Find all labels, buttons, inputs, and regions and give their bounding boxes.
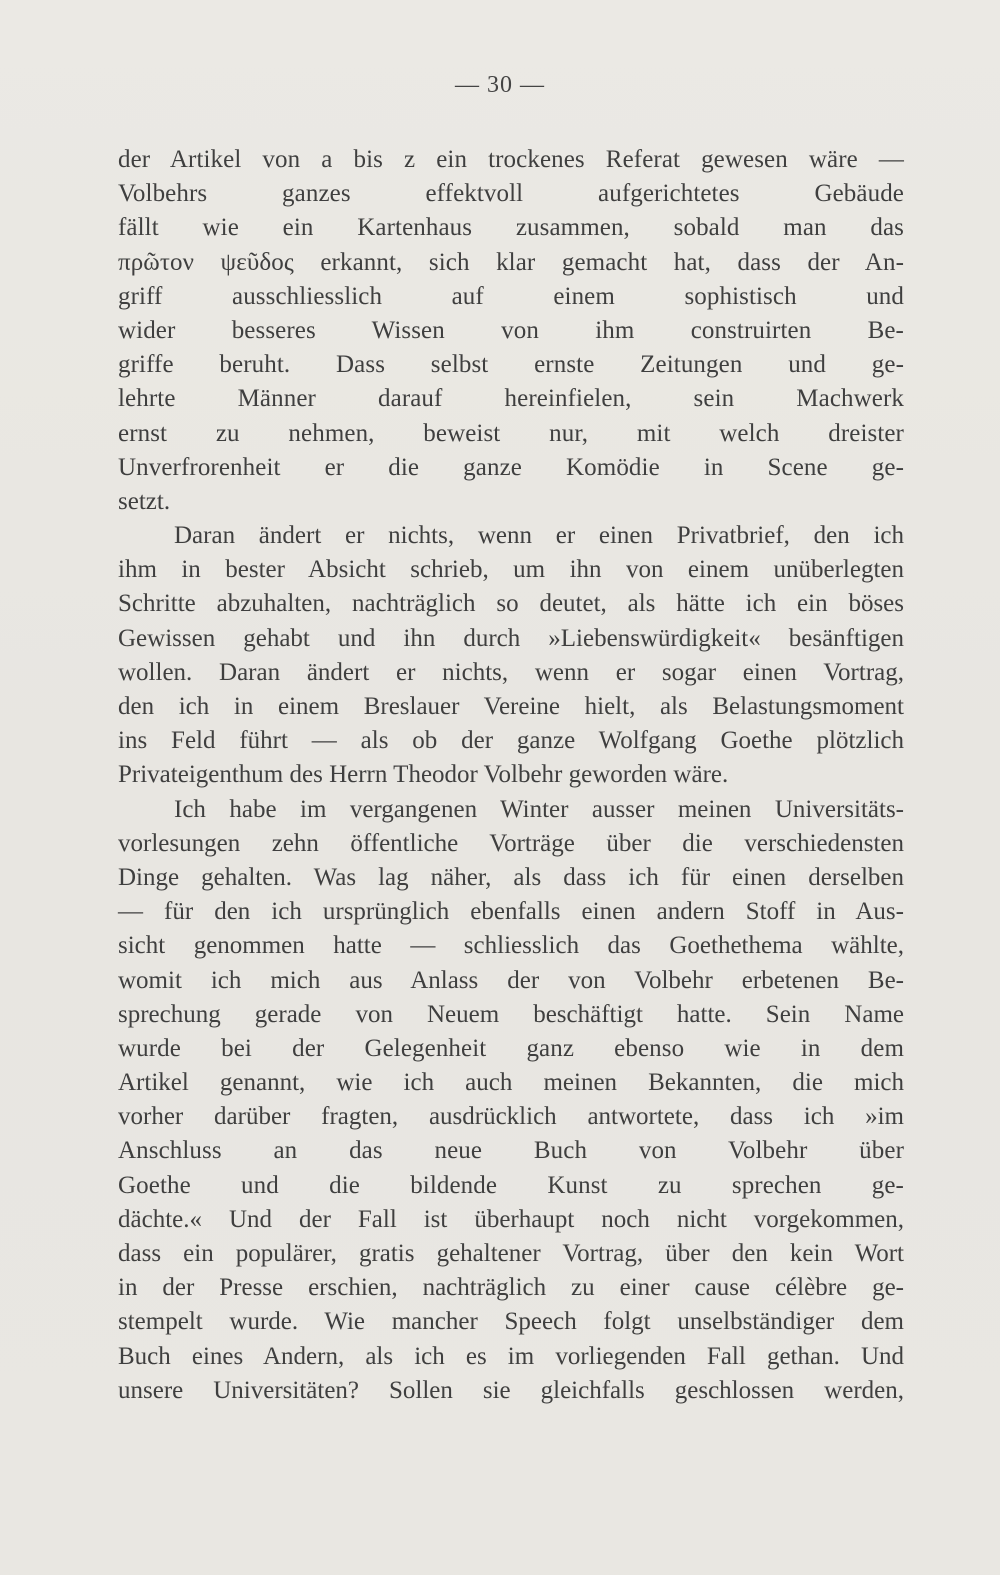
text-line-9: ernst zu nehmen, beweist nur, mit welch dreister [118,419,904,447]
text-line-25: womit ich mich aus Anlass der von Volbehr erbetenen Be- [118,966,904,994]
text-line-26: sprechung gerade von Neuem beschäftigt hatte. Sein Name [118,1000,904,1028]
text-line-17: den ich in einem Breslauer Vereine hielt, als Belastungsmoment [118,693,904,720]
text-line-30: Anschluss an das neue Buch von Volbehr über [118,1137,904,1165]
text-line-24: sicht genommen hatte — schliesslich das Goethethema wählte, [118,932,904,960]
text-line-8: lehrte Männer darauf hereinfielen, sein Machwerk [118,385,904,413]
text-line-37: unsere Universitäten? Sollen sie gleichfalls geschlossen werden, [118,1376,904,1404]
text-line-19: Privateigenthum des Herrn Theodor Volbehr geworden wäre. [118,761,729,789]
text-line-3: fällt wie ein Kartenhaus zusammen, sobald man das [118,214,904,242]
text-line-35: stempelt wurde. Wie mancher Speech folgt unselbständiger dem [118,1308,904,1336]
text-line-29: vorher darüber fragten, ausdrücklich antwortete, dass ich »im [118,1103,904,1131]
text-line-7: griffe beruht. Dass selbst ernste Zeitungen und ge- [118,351,904,379]
text-line-34: in der Presse erschien, nachträglich zu einer cause célèbre ge- [118,1274,904,1302]
text-line-2: Volbehrs ganzes effektvoll aufgerichtetes Gebäude [118,180,904,208]
text-line-16: wollen. Daran ändert er nichts, wenn er sogar einen Vortrag, [118,658,904,686]
page-number: — 30 — [455,72,545,98]
text-line-32: dächte.« Und der Fall ist überhaupt noch nicht vorgekommen, [118,1205,904,1233]
body-text [118,143,904,1408]
text-line-36: Buch eines Andern, als ich es im vorliegenden Fall gethan. Und [118,1342,904,1370]
text-line-4: πρῶτον ψεῦδος erkannt, sich klar gemacht hat, dass der An- [118,248,904,276]
text-line-23: — für den ich ursprünglich ebenfalls einen andern Stoff in Aus- [118,898,904,926]
text-line-10: Unverfrorenheit er die ganze Komödie in Scene ge- [118,453,904,481]
text-line-12: Daran ändert er nichts, wenn er einen Privatbrief, den ich [174,522,904,550]
text-line-31: Goethe und die bildende Kunst zu sprechen ge- [118,1171,904,1199]
text-line-13: ihm in bester Absicht schrieb, um ihn von einem unüberlegten [118,556,904,584]
text-line-28: Artikel genannt, wie ich auch meinen Bekannten, die mich [118,1069,904,1097]
text-line-1: der Artikel von a bis z ein trockenes Referat gewesen wäre — [118,146,904,173]
text-line-20: Ich habe im vergangenen Winter ausser meinen Universitäts- [174,795,904,823]
text-line-11: setzt. [118,487,171,515]
text-line-5: griff ausschliesslich auf einem sophistisch und [118,282,904,310]
text-line-33: dass ein populärer, gratis gehaltener Vortrag, über den kein Wort [118,1240,904,1267]
text-line-15: Gewissen gehabt und ihn durch »Liebenswürdigkeit« besänftigen [118,624,904,652]
text-line-14: Schritte abzuhalten, nachträglich so deutet, als hätte ich ein böses [118,590,904,618]
text-line-27: wurde bei der Gelegenheit ganz ebenso wie in dem [118,1034,904,1062]
text-line-6: wider besseres Wissen von ihm construirten Be- [118,316,904,344]
text-line-18: ins Feld führt — als ob der ganze Wolfgang Goethe plötzlich [118,727,904,755]
text-line-22: Dinge gehalten. Was lag näher, als dass ich für einen derselben [118,863,904,891]
text-line-21: vorlesungen zehn öffentliche Vorträge über die verschiedensten [118,829,904,857]
